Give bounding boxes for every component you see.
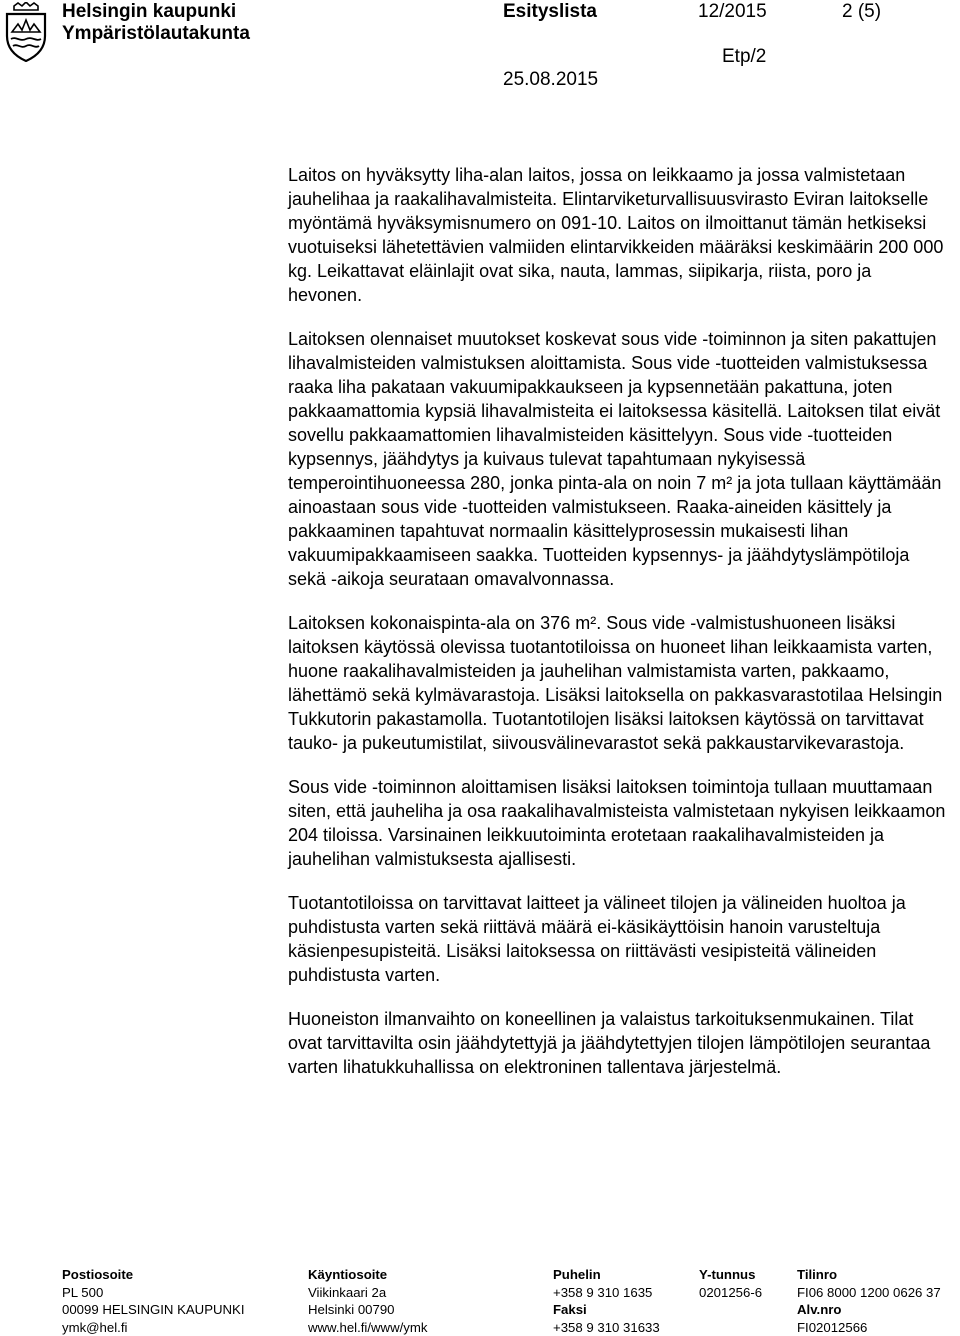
footer-value: +358 9 310 31633 [553,1319,660,1336]
board-name: Ympäristölautakunta [62,23,250,45]
document-body [288,163,948,1099]
footer-value: FI06 8000 1200 0626 37 [797,1284,941,1302]
page-number: 2 (5) [842,1,881,23]
footer-value: +358 9 310 1635 [553,1284,660,1302]
footer-label: Y-tunnus [699,1266,762,1284]
footer-business-id [699,1266,762,1301]
footer-website-link[interactable]: www.hel.fi/www/ymk [308,1319,427,1336]
footer-value: 00099 HELSINGIN KAUPUNKI [62,1301,245,1319]
document-number: 12/2015 [698,1,767,23]
paragraph: Huoneiston ilmanvaihto on koneellinen ja valaistus tarkoituksenmukainen. Tilat ovat tarvittavilta osin jäähdytettyjä ja jäähdytettyjen tilojen lämpötilojen seurantaa varten lihatukkuhallissa on elektroninen tallentava järjestelmä. [288,1007,948,1079]
footer-label: Faksi [553,1301,660,1319]
footer-label: Alv.nro [797,1301,941,1319]
footer-value: PL 500 [62,1284,245,1302]
paragraph: Laitos on hyväksytty liha-alan laitos, jossa on leikkaamo ja jossa valmistetaan jauhelihaa ja raakalihavalmisteita. Elintarviketurvallisuusvirasto Eviran laitokselle myöntämä hyväksymisnumero on 091-10. Laitos on ilmoittanut tämän hetkiseksi vuotuiseksi lähetettävien valmiiden elintarvikkeiden määräksi keskimäärin 200 000 kg. Leikattavat eläinlajit ovat sika, nauta, lammas, siipikarja, riista, poro ja hevonen. [288,163,948,307]
footer-label: Käyntiosoite [308,1266,427,1284]
page-footer [0,1266,960,1332]
footer-value: Helsinki 00790 [308,1301,427,1319]
agenda-item: Etp/2 [722,46,766,68]
paragraph: Laitoksen kokonaispinta-ala on 376 m². Sous vide -valmistushuoneen lisäksi laitoksen käytössä olevissa tuotantotiloissa on huoneet lihan leikkaamista varten, huone raakalihavalmisteiden ja jauhelihan valmistamista varten, pakkaamo, lähettämö sekä kylmävarastoja. Lisäksi laitoksella on pakkasvarastotilaa Helsingin Tukkutorin pakastamolla. Tuotantotilojen lisäksi laitoksen käytössä on tarvittavat tauko- ja pukeutumistilat, siivousvälinevarastot sekä pakkaustarvikevarastoja. [288,611,948,755]
footer-value: Viikinkaari 2a [308,1284,427,1302]
footer-value: FI02012566 [797,1319,941,1336]
document-type: Esityslista [503,1,597,23]
meeting-date: 25.08.2015 [503,69,598,91]
footer-label: Postiosoite [62,1266,245,1284]
footer-value: 0201256-6 [699,1284,762,1302]
city-name: Helsingin kaupunki [62,1,236,23]
footer-account [797,1266,941,1336]
footer-label: Tilinro [797,1266,941,1284]
paragraph: Sous vide -toiminnon aloittamisen lisäksi laitoksen toimintoja tullaan muuttamaan siten, että jauheliha ja osa raakalihavalmisteista valmistetaan nykyisen leikkaamon 204 tiloissa. Varsinainen leikkuutoiminta erotetaan raakalihavalmisteiden ja jauhelihan valmistuksesta ajallisesti. [288,775,948,871]
footer-label: Puhelin [553,1266,660,1284]
footer-postal-address [62,1266,245,1336]
footer-visit-address [308,1266,427,1336]
paragraph: Tuotantotiloissa on tarvittavat laitteet ja välineet tilojen ja välineiden huoltoa ja puhdistusta varten sekä riittävä määrä ei-käsikäyttöisin hanoin varusteltuja käsienpesupisteitä. Lisäksi laitoksessa on riittävästi vesipisteitä välineiden puhdistusta varten. [288,891,948,987]
footer-email-link[interactable]: ymk@hel.fi [62,1319,245,1336]
footer-phone [553,1266,660,1336]
paragraph: Laitoksen olennaiset muutokset koskevat sous vide -toiminnon ja siten pakattujen lihavalmisteiden valmistuksen aloittamista. Sous vide -tuotteiden valmistuksessa raaka liha pakataan vakuumipakkaukseen ja kypsennetään pakattuna, joten pakkaamattomia kypsiä lihavalmisteita ei laitoksessa käsitellä. Laitoksen tilat eivät sovellu pakkaamattomien lihavalmisteiden käsittelyyn. Sous vide -tuotteiden kypsennys, jäähdytys ja kuivaus tulevat tapahtumaan nykyisessä temperointihuoneessa 280, jonka pinta-ala on noin 7 m² ja jota tullaan käyttämään ainoastaan sous vide -tuotteiden valmistukseen. Raaka-aineiden käsittely ja pakkaaminen tapahtuvat normaalin käsittelyprosessin mukaisesti lihan vakuumipakkaamiseen saakka. Tuotteiden kypsennys- ja jäähdytyslämpötiloja sekä -aikoja seurataan omavalvonnassa. [288,327,948,591]
helsinki-crest-icon [2,2,50,62]
